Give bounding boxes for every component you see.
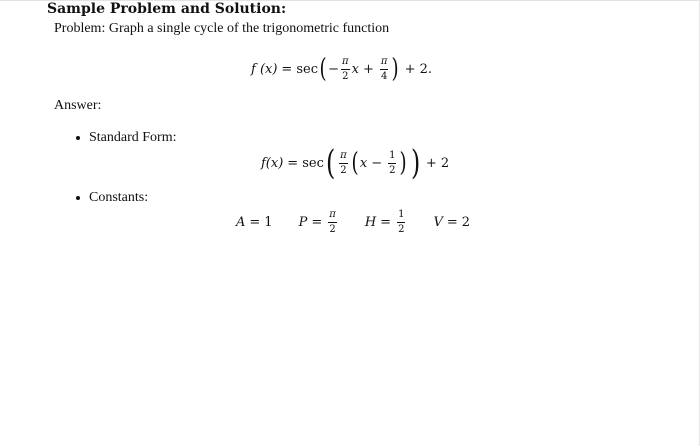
standard-form-item	[76, 130, 177, 146]
const-p-equals: =	[311, 214, 323, 230]
eq1-frac1-den: 2	[342, 70, 349, 82]
const-h-den: 2	[398, 223, 405, 235]
sf-frac1-num: π	[340, 149, 347, 161]
sf-frac2-den: 2	[389, 164, 396, 176]
const-a-equals: =	[249, 214, 261, 230]
sf-func: sec	[302, 155, 324, 171]
sf-lhs: f(x)	[261, 155, 284, 171]
sf-fraction-2	[388, 151, 396, 176]
sf-inner-open-paren: (	[351, 148, 359, 178]
section-title: Sample Problem and Solution:	[47, 1, 287, 17]
sf-inner-close-paren: )	[400, 148, 408, 178]
eq1-func: sec	[296, 61, 318, 77]
const-v-value: 2	[461, 214, 471, 230]
const-v-lhs: V	[433, 214, 443, 230]
bullet-dot	[76, 136, 80, 140]
answer-label: Answer:	[54, 98, 102, 113]
const-h-num: 1	[398, 208, 405, 220]
const-p-num: π	[329, 208, 336, 220]
standard-form-equation	[261, 143, 449, 183]
sf-outer-close-paren: )	[410, 143, 420, 183]
standard-form-label: Standard Form:	[89, 130, 177, 145]
eq1-frac2-den: 4	[380, 70, 388, 82]
const-h-equals: =	[380, 214, 392, 230]
sf-frac2-num: 1	[389, 149, 396, 161]
eq1-fraction-1	[341, 57, 350, 82]
sf-fraction-1	[339, 151, 348, 176]
eq1-fraction-2	[380, 57, 389, 82]
problem-equation	[251, 52, 432, 86]
eq1-minus: −	[328, 61, 340, 77]
eq1-frac1-num: π	[342, 55, 349, 67]
sf-equals: =	[287, 155, 299, 171]
eq1-equals: =	[281, 61, 293, 77]
sf-frac1-den: 2	[340, 164, 347, 176]
constants-equations	[236, 205, 470, 239]
eq1-close-paren: )	[391, 54, 400, 84]
const-a-lhs: A	[236, 214, 246, 230]
eq1-var: x	[351, 61, 359, 77]
eq1-open-paren: (	[319, 54, 327, 84]
sf-tail: + 2	[425, 155, 450, 171]
bullet-dot	[76, 196, 80, 200]
eq1-tail: + 2.	[404, 61, 433, 77]
const-h-lhs: H	[364, 214, 377, 230]
const-p-den: 2	[329, 223, 336, 235]
const-v-equals: =	[446, 214, 458, 230]
eq1-lhs: f (x)	[251, 61, 278, 77]
eq1-frac2-num: π	[380, 55, 388, 67]
const-p-lhs: P	[298, 214, 308, 230]
sf-outer-open-paren: (	[325, 143, 336, 183]
const-p-fraction	[328, 210, 337, 235]
sf-var: x	[359, 155, 368, 171]
constants-item	[76, 190, 148, 206]
problem-statement: Problem: Graph a single cycle of the trigonometric function	[54, 21, 390, 36]
constants-label: Constants:	[89, 190, 149, 205]
sf-minus: −	[371, 155, 383, 171]
const-h-fraction	[397, 210, 405, 235]
const-a-value: 1	[264, 214, 273, 230]
eq1-plus: +	[362, 61, 374, 77]
